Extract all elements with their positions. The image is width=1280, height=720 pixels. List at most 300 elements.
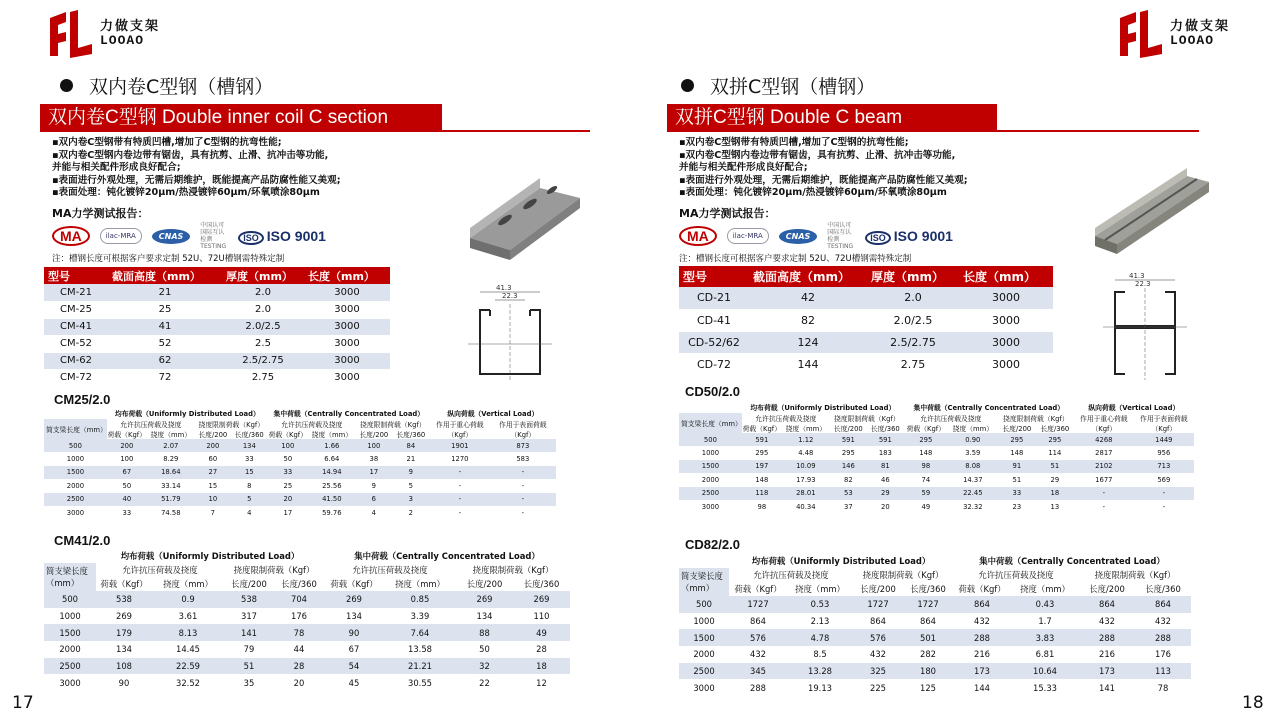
table-cell: 501: [903, 629, 953, 646]
feature-line: ▪表面进行外观处理，无需后期维护，既能提高产品防腐性能又美观;: [52, 174, 341, 186]
table-cell: 2.75: [867, 353, 959, 375]
column-header: 荷载（Kgf）: [96, 577, 152, 591]
column-header: 挠度（mm）: [147, 429, 195, 439]
bullet-icon: [681, 79, 694, 92]
sub-header: 允许抗压荷载及挠度: [742, 413, 830, 423]
table-row: [44, 452, 556, 465]
row-header: 简支梁长度（mm）: [44, 563, 96, 591]
table-cell: 200: [107, 439, 147, 452]
spec-table: [44, 267, 390, 387]
table-cell: 91: [998, 460, 1036, 473]
table-cell: 4: [231, 506, 268, 519]
banner-rule: [40, 130, 590, 132]
table-cell: 134: [96, 641, 152, 658]
table-cell: 2.5: [222, 335, 304, 352]
table-cell: 22: [456, 674, 513, 691]
table-cell: 1500: [679, 460, 742, 473]
table-cell: 538: [96, 591, 152, 608]
table-cell: 51: [224, 658, 274, 675]
table-cell: 17.93: [782, 473, 830, 486]
table-cell: 25: [108, 301, 222, 318]
section-banner: 双内卷C型钢 Double inner coil C section: [40, 104, 442, 132]
table-cell: 28: [513, 641, 570, 658]
table-row: [679, 287, 1053, 309]
table-cell: 62: [108, 352, 222, 369]
table-row: [679, 613, 1191, 630]
column-header: 长度/200: [998, 423, 1036, 433]
sub-header: 挠度限制荷载（Kgf）: [356, 419, 430, 429]
column-header: 挠度（mm）: [384, 577, 456, 591]
table-cell: 6: [356, 493, 392, 506]
table-cell: 1000: [679, 613, 729, 630]
table-cell: 432: [1079, 613, 1135, 630]
table-cell: 1901: [430, 439, 490, 452]
table-row: [44, 493, 556, 506]
table-cell: 432: [1135, 613, 1191, 630]
table-cell: 864: [1079, 596, 1135, 613]
logo-cn-text: 力做支架: [100, 19, 161, 35]
group-header: 均布荷载（Uniformly Distributed Load）: [742, 401, 904, 413]
table-cell: 90: [324, 624, 384, 641]
table-cell: 51: [1036, 460, 1074, 473]
table-cell: CM-21: [44, 284, 108, 301]
iso-label: ISO: [865, 231, 891, 245]
table-cell: 1.12: [782, 433, 830, 446]
table-cell: 20: [268, 493, 308, 506]
table-cell: 2: [392, 506, 430, 519]
table-row: [44, 352, 390, 369]
table-cell: 1677: [1074, 473, 1134, 486]
table-cell: 3.39: [384, 608, 456, 625]
column-header: 挠度（mm）: [152, 577, 224, 591]
table-cell: 38: [356, 452, 392, 465]
table-cell: 7.64: [384, 624, 456, 641]
iso-badge: [238, 228, 326, 244]
table-row: [44, 674, 570, 691]
table-cell: 88: [456, 624, 513, 641]
table-cell: CM-52: [44, 335, 108, 352]
table-cell: 2500: [679, 663, 729, 680]
table-cell: 288: [953, 629, 1011, 646]
cert-badges: [679, 222, 953, 250]
table-cell: 141: [224, 624, 274, 641]
table-cell: 1727: [729, 596, 787, 613]
table-cell: 3000: [304, 335, 390, 352]
column-header: 长度/360: [392, 429, 430, 439]
table-cell: 180: [903, 663, 953, 680]
table-cell: 23: [998, 500, 1036, 513]
iso-label: ISO: [238, 231, 264, 245]
table-cell: 20: [867, 500, 904, 513]
table-row: [44, 466, 556, 479]
table-cell: 17: [356, 466, 392, 479]
table-row: [679, 473, 1194, 486]
sub-header: 挠度限制荷载（Kgf）: [195, 419, 268, 429]
table-cell: 2.0/2.5: [867, 309, 959, 331]
column-header: 荷载（Kgf）: [904, 423, 948, 433]
table-cell: 22.59: [152, 658, 224, 675]
table-row: [44, 439, 556, 452]
table-row: [44, 335, 390, 352]
table-cell: 74: [904, 473, 948, 486]
table-cell: 3.83: [1011, 629, 1079, 646]
table-cell: 3000: [959, 331, 1053, 353]
ilac-badge: ilac-MRA: [100, 228, 142, 244]
table-cell: 59.76: [308, 506, 356, 519]
table-cell: 9: [356, 479, 392, 492]
group-header: 集中荷载（Centrally Concentrated Load）: [324, 548, 570, 563]
table-cell: 216: [953, 646, 1011, 663]
table-cell: 269: [324, 591, 384, 608]
table-cell: 12: [513, 674, 570, 691]
spec-header: 厚度（mm）: [222, 267, 304, 284]
table-cell: 41: [108, 318, 222, 335]
table-cell: 873: [490, 439, 556, 452]
column-header: 挠度（mm）: [782, 423, 830, 433]
sub-header: 允许抗压荷载及挠度: [324, 563, 456, 577]
column-header: 荷载（Kgf）: [268, 431, 307, 439]
table-cell: 13.28: [787, 663, 853, 680]
table-cell: 317: [224, 608, 274, 625]
table-cell: 0.9: [152, 591, 224, 608]
group-header: 集中荷载（Centrally Concentrated Load）: [904, 401, 1074, 413]
table-cell: 6.81: [1011, 646, 1079, 663]
table-cell: 13: [1036, 500, 1074, 513]
column-header: 长度/360: [231, 429, 268, 439]
product-photo-cd: [1087, 158, 1217, 258]
table-cell: 50: [456, 641, 513, 658]
table-cell: 28: [274, 658, 324, 675]
table-cell: CM-62: [44, 352, 108, 369]
table-cell: 183: [867, 446, 904, 459]
ma-report-title: MA力学测试报告：: [679, 207, 776, 220]
table-cell: 44: [274, 641, 324, 658]
logo-cn-text: 力做支架: [1170, 19, 1231, 35]
table-cell: 141: [1079, 679, 1135, 696]
table-cell: 10.64: [1011, 663, 1079, 680]
table-cell: 33: [998, 487, 1036, 500]
table-cell: 295: [830, 446, 867, 459]
table-cell: 591: [830, 433, 867, 446]
feature-line: ▪表面进行外观处理，无需后期维护，既能提高产品防腐性能又美观;: [679, 174, 968, 186]
table-cell: 54: [324, 658, 384, 675]
column-header: 长度/200: [456, 577, 513, 591]
table-cell: 2.0: [222, 284, 304, 301]
table-cell: 52: [108, 335, 222, 352]
table-row: [44, 591, 570, 608]
table-cell: 82: [830, 473, 867, 486]
table-row: [679, 487, 1194, 500]
table-cell: 576: [729, 629, 787, 646]
table-cell: 25.56: [308, 479, 356, 492]
logo-en-text: LOOAO: [100, 33, 145, 48]
table-cell: 345: [729, 663, 787, 680]
table-cell: 33.14: [147, 479, 195, 492]
table-cell: 432: [853, 646, 903, 663]
feature-line: ▪表面处理：钝化镀锌20μm/热浸镀锌60μm/环氧喷涂80μm: [679, 187, 947, 198]
table-cell: 51: [998, 473, 1036, 486]
table-cell: 15: [231, 466, 268, 479]
table-cell: 1500: [44, 624, 96, 641]
dim-label: 22.3: [1135, 280, 1151, 288]
table-cell: 3: [392, 493, 430, 506]
table-row: [44, 624, 570, 641]
column-header: 荷载（Kgf）: [729, 582, 787, 596]
table-cell: 295: [904, 433, 948, 446]
table-cell: 173: [953, 663, 1011, 680]
table-cell: 282: [903, 646, 953, 663]
product-photo-cm: [460, 168, 590, 268]
spec-header: 长度（mm）: [959, 266, 1053, 287]
table-cell: CD-52/62: [679, 331, 749, 353]
table-cell: 29: [867, 487, 904, 500]
table-cell: 14.37: [948, 473, 998, 486]
table-cell: 295: [742, 446, 782, 459]
feature-line: ▪双内卷C型钢带有特质凹槽,增加了C型钢的抗弯性能;: [679, 137, 909, 148]
table-cell: 10: [195, 493, 231, 506]
ma-badge: MA: [679, 226, 717, 246]
column-header: 长度/200: [195, 429, 231, 439]
table-cell: 21.21: [384, 658, 456, 675]
table-cell: 82: [749, 309, 867, 331]
table-cell: -: [430, 466, 490, 479]
table-cell: 78: [274, 624, 324, 641]
table-cell: -: [1074, 500, 1134, 513]
table-cell: 100: [268, 439, 308, 452]
table-cell: 5: [231, 493, 268, 506]
table-cell: 30.55: [384, 674, 456, 691]
table-cell: 1449: [1134, 433, 1194, 446]
table-cell: 46: [867, 473, 904, 486]
sub-header: 作用于表面荷载（Kgf）: [490, 419, 556, 439]
section-title-text: 双内卷C型钢（槽钢）: [89, 76, 274, 98]
table-cell: 173: [1079, 663, 1135, 680]
table-cell: 4.78: [787, 629, 853, 646]
table-cell: 8.08: [948, 460, 998, 473]
page-number-left: 17: [12, 693, 34, 713]
table-cell: 37: [830, 500, 867, 513]
table-row: [44, 658, 570, 675]
table-cell: 33: [107, 506, 147, 519]
section-title: [681, 72, 875, 99]
table-cell: CM-41: [44, 318, 108, 335]
table-cell: 500: [679, 596, 729, 613]
column-header: 长度/200: [830, 423, 867, 433]
table-row: [44, 318, 390, 335]
spec-header: 截面高度（mm）: [749, 266, 867, 287]
table-cell: 2.0: [222, 301, 304, 318]
table-cell: 134: [324, 608, 384, 625]
column-header: 长度/360: [513, 577, 570, 591]
cnas-badge: CNAS: [152, 229, 191, 244]
table-cell: 74.58: [147, 506, 195, 519]
table-cell: 4.48: [782, 446, 830, 459]
table-cell: 2.07: [147, 439, 195, 452]
table-cell: 713: [1134, 460, 1194, 473]
table-cell: CD-72: [679, 353, 749, 375]
table-row: [679, 596, 1191, 613]
table-cell: 3000: [304, 284, 390, 301]
table-cell: 18.64: [147, 466, 195, 479]
table-cell: 49: [513, 624, 570, 641]
table-cell: 2.13: [787, 613, 853, 630]
group-header: 均布荷载（Uniformly Distributed Load）: [107, 407, 268, 419]
column-header: 长度/200: [1079, 582, 1135, 596]
table-cell: 72: [108, 369, 222, 386]
table-cell: 225: [853, 679, 903, 696]
table-cell: 8.5: [787, 646, 853, 663]
table-cell: 2500: [44, 658, 96, 675]
sub-header: 挠度限制荷载（Kgf）: [1079, 568, 1191, 582]
table-cell: 4: [356, 506, 392, 519]
table-cell: 148: [904, 446, 948, 459]
table-cell: 1000: [44, 608, 96, 625]
table-cell: 3.59: [948, 446, 998, 459]
table-cell: 216: [1079, 646, 1135, 663]
table-cell: 3000: [679, 679, 729, 696]
table-row: [44, 479, 556, 492]
sub-header: 挠度限制荷载（Kgf）: [224, 563, 324, 577]
column-header: 挠度（mm）: [308, 429, 356, 439]
dim-label: 22.3: [502, 292, 518, 300]
table-cell: -: [490, 506, 556, 519]
table-cell: 704: [274, 591, 324, 608]
left-page: [40, 0, 600, 720]
table-cell: 288: [1079, 629, 1135, 646]
load-table-cd82: [679, 553, 1191, 696]
table-cell: 134: [456, 608, 513, 625]
table-cell: 110: [513, 608, 570, 625]
sub-header: 允许抗压荷载及挠度: [729, 568, 853, 582]
cnas-text: 中国认可 国际互认 检测 TESTING: [200, 222, 227, 250]
table-cell: 2102: [1074, 460, 1134, 473]
table-cell: 1500: [44, 466, 107, 479]
row-header: 简支梁长度（mm）: [679, 568, 729, 596]
table-cell: 3000: [304, 318, 390, 335]
table-cell: 179: [96, 624, 152, 641]
table-cell: 41.50: [308, 493, 356, 506]
table-title: CD82/2.0: [685, 537, 740, 552]
table-cell: CD-41: [679, 309, 749, 331]
spec-header: 厚度（mm）: [867, 266, 959, 287]
table-cell: 2000: [679, 473, 742, 486]
group-header: 纵向荷载（Vertical Load）: [430, 407, 556, 419]
table-cell: 50: [268, 452, 308, 465]
table-cell: 3000: [959, 287, 1053, 309]
table-cell: 2500: [44, 493, 107, 506]
table-row: [44, 369, 390, 386]
table-cell: 29: [1036, 473, 1074, 486]
table-row: [679, 353, 1053, 375]
column-header: 长度/200: [356, 429, 392, 439]
table-cell: 10.09: [782, 460, 830, 473]
ma-badge: MA: [52, 226, 90, 246]
section-drawing-cm: [460, 282, 560, 380]
feature-list: [679, 137, 1099, 200]
iso-badge: [865, 228, 953, 244]
iso-text: ISO 9001: [266, 228, 326, 244]
table-cell: -: [430, 479, 490, 492]
table-cell: 3000: [304, 369, 390, 386]
column-header: 荷载（Kgf）: [107, 431, 146, 439]
column-header: 挠度（mm）: [1011, 582, 1079, 596]
table-row: [679, 500, 1194, 513]
table-cell: 2.0: [867, 287, 959, 309]
table-cell: 14.45: [152, 641, 224, 658]
column-header: 长度/200: [224, 577, 274, 591]
table-cell: 2.5/2.75: [222, 352, 304, 369]
table-cell: 5: [392, 479, 430, 492]
table-cell: 0.53: [787, 596, 853, 613]
table-cell: 864: [729, 613, 787, 630]
page-number-right: 18: [1242, 693, 1264, 713]
column-header: 荷载（Kgf）: [324, 577, 384, 591]
table-cell: 269: [96, 608, 152, 625]
table-cell: 1727: [903, 596, 953, 613]
table-row: [679, 331, 1053, 353]
table-cell: 500: [44, 439, 107, 452]
table-row: [44, 506, 556, 519]
table-cell: 144: [953, 679, 1011, 696]
table-cell: 269: [513, 591, 570, 608]
table-title: CD50/2.0: [685, 384, 740, 399]
table-cell: 50: [107, 479, 147, 492]
sub-header: 作用于重心荷载（Kgf）: [430, 419, 490, 439]
table-cell: 100: [107, 452, 147, 465]
table-cell: 20: [274, 674, 324, 691]
table-cell: 1000: [44, 452, 107, 465]
sub-header: 挠度限制荷载（Kgf）: [456, 563, 570, 577]
dim-label: 41.3: [1129, 272, 1145, 280]
sub-header: 允许抗压荷载及挠度: [107, 419, 195, 429]
sub-header: 允许抗压荷载及挠度: [268, 419, 356, 429]
table-cell: 32.32: [948, 500, 998, 513]
table-cell: 591: [867, 433, 904, 446]
table-cell: 2000: [44, 479, 107, 492]
table-row: [679, 629, 1191, 646]
table-cell: 21: [108, 284, 222, 301]
table-cell: 33: [231, 452, 268, 465]
table-cell: -: [490, 466, 556, 479]
table-cell: 32: [456, 658, 513, 675]
table-cell: 1727: [853, 596, 903, 613]
group-header: 集中荷载（Centrally Concentrated Load）: [953, 553, 1191, 568]
table-cell: 27: [195, 466, 231, 479]
table-cell: -: [1134, 487, 1194, 500]
table-cell: 32.52: [152, 674, 224, 691]
column-header: 长度/200: [853, 582, 903, 596]
table-cell: 18: [1036, 487, 1074, 500]
table-cell: -: [430, 506, 490, 519]
table-cell: 118: [742, 487, 782, 500]
table-cell: 79: [224, 641, 274, 658]
note-text: 注：槽钢长度可根据客户要求定制 52U、72U槽钢需特殊定制: [679, 254, 912, 264]
cnas-badge: CNAS: [779, 229, 818, 244]
table-cell: 3000: [959, 309, 1053, 331]
column-header: 长度/360: [274, 577, 324, 591]
table-title: CM25/2.0: [54, 392, 111, 407]
table-cell: 134: [231, 439, 268, 452]
table-cell: -: [430, 493, 490, 506]
table-cell: CM-25: [44, 301, 108, 318]
ilac-badge: ilac-MRA: [727, 228, 769, 244]
table-cell: 3.61: [152, 608, 224, 625]
table-cell: 583: [490, 452, 556, 465]
table-cell: 864: [1135, 596, 1191, 613]
ma-report-title: MA力学测试报告：: [52, 207, 149, 220]
table-cell: 144: [749, 353, 867, 375]
spec-table: [679, 266, 1053, 376]
